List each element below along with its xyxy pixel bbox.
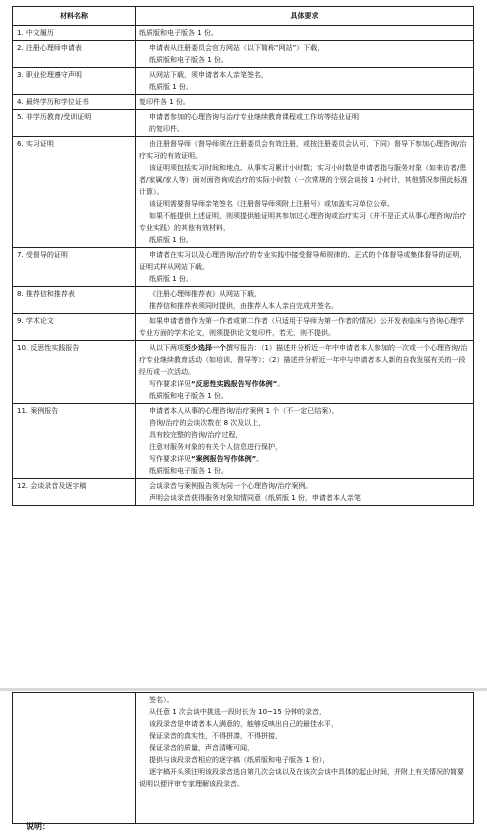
requirements-table-continued <box>12 692 474 824</box>
material-name-cell: 10. 反思性实践报告 <box>13 341 136 404</box>
requirement-line: 《注册心理师推荐表》从网站下载， <box>149 290 261 298</box>
requirement-line: 纸质版和电子版各 1 份。 <box>139 29 218 37</box>
material-name-cell: 1. 中文履历 <box>13 26 136 41</box>
material-name-cell: 7. 受督导的证明 <box>13 248 136 287</box>
requirement-line: 申请者本人从事的心理咨询/治疗案例 1 个（不一定已结案）， <box>149 407 339 415</box>
requirements-table <box>12 6 474 506</box>
requirement-line: 推荐信和推荐表须同时提供，由推荐人本人亲自完成并签名。 <box>149 302 338 310</box>
requirement-line: 申请者参加的心理咨询与治疗专业继续教育课程或工作坊等结业证明 <box>149 113 359 121</box>
requirement-line: 如果不能提供上述证明，则须提供能证明其参加过心理咨询或治疗实习（并不是正式从事心理咨询/治疗专业实践）的其他有效材料， <box>139 212 467 232</box>
requirement-line: 写作要求详见“反思性实践报告写作体例”。 <box>149 380 285 388</box>
requirement-cell <box>136 41 474 68</box>
requirement-line: 由注册督导师（督导师须在注册委员会有效注册，或按注册委员会认可，下同）督导下参加心理咨询/治疗实习的有效证明。 <box>139 140 467 160</box>
continuation-cell <box>136 693 474 824</box>
requirement-line: 纸质版 1 份。 <box>149 275 193 283</box>
page-break <box>0 688 487 691</box>
requirement-line: 纸质版和电子版各 1 份。 <box>149 467 228 475</box>
requirement-cell <box>136 68 474 95</box>
requirement-cell <box>136 404 474 479</box>
requirement-line: 注意对服务对象的有关个人信息进行保护， <box>149 443 282 451</box>
requirement-line: 申请者在实习以及心理咨询/治疗的专业实践中接受督导师规律的、正式的个体督导或集体督导的证明，证明式样从网站下载。 <box>139 251 467 271</box>
requirement-line: 签名）。 <box>149 696 174 704</box>
header-requirements: 具体要求 <box>136 7 474 26</box>
table-row <box>13 404 474 479</box>
requirements-continuation <box>12 692 473 824</box>
requirement-line: 具有较完整的咨询/治疗过程， <box>149 431 243 439</box>
requirement-line: 纸质版和电子版各 1 份。 <box>149 56 228 64</box>
requirement-line: 写作要求详见“案例报告写作体例”。 <box>149 455 264 463</box>
table-row <box>13 68 474 95</box>
emphasis-text: “反思性实践报告写作体例” <box>191 380 278 388</box>
requirement-cell <box>136 26 474 41</box>
table-row <box>13 693 474 824</box>
requirements-document <box>12 6 473 506</box>
table-row <box>13 341 474 404</box>
requirement-line: 咨询/治疗的会谈次数在 8 次及以上， <box>149 419 266 427</box>
table-row <box>13 248 474 287</box>
emphasis-text: “案例报告写作体例” <box>191 455 257 463</box>
material-name-cell: 3. 职业伦理遵守声明 <box>13 68 136 95</box>
table-row <box>13 314 474 341</box>
requirement-line: 如果申请者曾作为第一作者或第二作者（只适用于导师为第一作者的情况）公开发表临床与咨询心理学专业方面的学术论文，则须提供论文复印件，若无，则不提供。 <box>139 317 464 337</box>
requirement-cell <box>136 287 474 314</box>
table-row <box>13 479 474 506</box>
requirement-line: 声明会谈录音获得服务对象知情同意（纸质版 1 份，申请者本人亲笔 <box>149 494 361 502</box>
requirement-line: 从网站下载，须申请者本人亲笔签名， <box>149 71 268 79</box>
table-row <box>13 137 474 248</box>
material-name-cell: 6. 实习证明 <box>13 137 136 248</box>
requirement-line: 该证明须包括实习时间和地点、从事实习累计小时数；实习小时数是申请者指与服务对象（如来访者/患者/家属/家人等）面对面咨询或治疗的实际小时数（一次常规的个别会谈按 1 小时计，其他情况参照此标准计算）。 <box>139 164 468 196</box>
requirement-cell <box>136 248 474 287</box>
requirement-line: 纸质版 1 份。 <box>149 83 193 91</box>
requirement-line: 保证录音的质量，声音清晰可闻， <box>149 744 254 752</box>
requirement-line: 纸质版 1 份。 <box>149 236 193 244</box>
material-name-cell: 4. 最终学历和学位证书 <box>13 95 136 110</box>
requirement-cell <box>136 341 474 404</box>
requirement-line: 从以下两项至少选择一个撰写报告：（1）描述并分析近一年中申请者本人参加的一次或一个心理咨询/治疗专业继续教育活动（如培训、督导等）；（2）描述并分析近一年中与申请者本人新的自我发展有关的一段经历或一次活动。 <box>139 344 468 376</box>
requirement-line: 申请表从注册委员会官方网站（以下简称“网站”）下载， <box>149 44 325 52</box>
table-row <box>13 41 474 68</box>
emphasis-text: 至少选择一个 <box>184 344 226 352</box>
requirement-line: 保证录音的真实性，不得拼凑，不得拼接， <box>149 732 282 740</box>
requirement-line: 从任意 1 次会谈中挑选一段时长为 10~15 分钟的录音， <box>149 708 327 716</box>
footer-note: 说明： <box>26 822 50 831</box>
requirement-line: 会谈录音与案例报告须为同一个心理咨询/治疗案例。 <box>149 482 313 490</box>
requirement-cell <box>136 110 474 137</box>
material-name-cell: 12. 会谈录音及逐字稿 <box>13 479 136 506</box>
material-name-cell: 2. 注册心理师申请表 <box>13 41 136 68</box>
table-row <box>13 287 474 314</box>
continuation-label-cell <box>13 693 136 824</box>
material-name-cell: 9. 学术论文 <box>13 314 136 341</box>
requirement-line: 复印件各 1 份。 <box>139 98 190 106</box>
requirement-line: 该段录音是申请者本人满意的，能够反映出自己的最佳水平， <box>149 720 338 728</box>
table-row <box>13 110 474 137</box>
material-name-cell: 8. 推荐信和推荐表 <box>13 287 136 314</box>
header-material-name: 材料名称 <box>13 7 136 26</box>
requirement-cell <box>136 137 474 248</box>
requirement-cell <box>136 95 474 110</box>
requirement-cell <box>136 314 474 341</box>
table-header-row <box>13 7 474 26</box>
requirement-cell <box>136 479 474 506</box>
table-row <box>13 95 474 110</box>
requirement-line: 纸质版和电子版各 1 份。 <box>149 392 228 400</box>
requirement-line: 提供与该段录音相应的逐字稿（纸质版和电子版各 1 份）， <box>149 756 330 764</box>
material-name-cell: 5. 非学历教育/受训证明 <box>13 110 136 137</box>
requirement-line: 逐字稿开头须注明该段录音选自第几次会谈以及在该次会谈中具体的起止时间，并附上有关情况的简要说明以便评审专家理解该段录音。 <box>139 768 464 788</box>
requirement-line: 的复印件。 <box>149 125 184 133</box>
material-name-cell: 11. 案例报告 <box>13 404 136 479</box>
requirement-line: 该证明需要督导师亲笔签名（注册督导师须附上注册号）或加盖实习单位公章。 <box>149 200 394 208</box>
table-row <box>13 26 474 41</box>
